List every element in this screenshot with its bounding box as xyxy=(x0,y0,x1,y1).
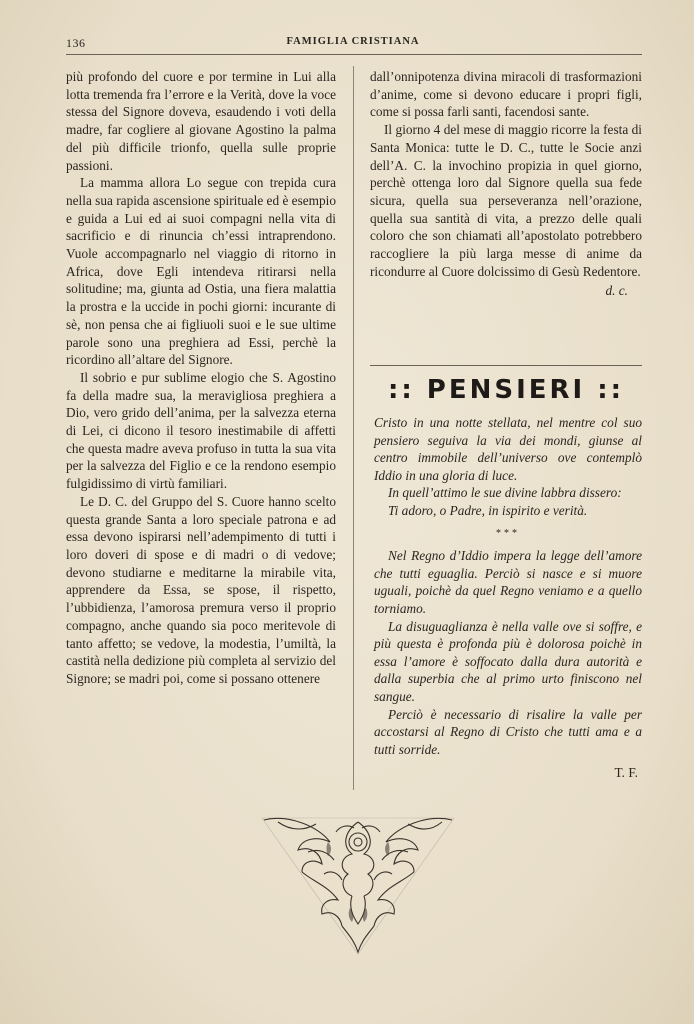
left-paragraph-1: più profondo del cuore e por termine in Lui alla lotta tremenda fra l’errore e la Verità, dove la voce stessa del Signore doveva, esaudendo i voti della madre, far cogliere al giovane Agostino la palma del più difficile trionfo, quella sulle proprie passioni. xyxy=(66,69,336,173)
pensieri-paragraph-6: Perciò è necessario di risalire la valle per accostarsi al Regno di Cristo che tutti ama e a tutti sorride. xyxy=(374,706,642,757)
left-paragraph-3: Il sobrio e pur sublime elogio che S. Agostino fa della madre sua, la meravigliosa preghiera a Dio, vero grido dell’anima, per la salvezza eterna di Lei, ci dicono il tesoro inestimabile di affetti che questa madre aveva profuso in tutta la sua vita per la salvezza del Figlio e ce la rendono esempio fulgidissimo di virtù familiari. xyxy=(66,369,336,492)
article-signature: d. c. xyxy=(605,283,628,299)
pensieri-title: :: PENSIERI :: xyxy=(387,375,625,405)
page-number: 136 xyxy=(66,36,86,50)
right-paragraph-1: dall’onnipotenza divina miracoli di trasformazioni d’anime, come si devono educare i propri figli, come si possa farli santi, facendosi sante. xyxy=(370,69,642,120)
pensieri-paragraph-3: Ti adoro, o Padre, in ispirito e verità. xyxy=(388,502,588,518)
running-title: FAMIGLIA CRISTIANA xyxy=(286,36,420,47)
section-divider xyxy=(370,365,642,366)
pensieri-paragraph-1: Cristo in una notte stellata, nel mentre col suo pensiero seguiva la via dei mondi, giunse al centro immobile dell’universo ove contemplò Iddio in una gloria di luce. xyxy=(374,415,642,483)
pensieri-separator: *** xyxy=(496,527,520,539)
acanthus-ornament-icon xyxy=(258,812,458,958)
left-paragraph-2: La mamma allora Lo segue con trepida cura nella sua rapida ascensione spirituale ed è esempio e guida a Lui ed ai suoi compagni nella vita di sacrificio e di rinuncia ch’essi intraprendono. Vuole accompagnarlo nel viaggio di ritorno in Africa, dove Egli intendeva ritirarsi nella solitudine; ma, giunta ad Ostia, una fiera malattia la prostra e la uccide in pochi giorni: incurante di sè, non pensa che ai figliuoli suoi e le sue ultime parole sono una preghiera ad Essi, perchè la ricordino all’altare del Signore. xyxy=(66,175,336,368)
pensieri-section xyxy=(374,414,642,782)
left-paragraph-4: Le D. C. del Gruppo del S. Cuore hanno scelto questa grande Santa a loro speciale patrona e ad essa devono ispirarsi nell’adempimento di tutti i loro doveri di spose e di madri o di vedove; devono studiarne e meditarne la mirabile vita, apprendere da Essa, se spose, il rispetto, l’ubbidienza, l’amorosa premura verso il proprio compagno, anche quando sia poco meritevole di tanto affetto; se vedove, la modestia, l’umiltà, la castità nella dedizione più completa al servizio del Signore; se madri poi, come si possano ottenere xyxy=(66,493,336,686)
pensieri-signature: T. F. xyxy=(614,765,638,781)
header-rule xyxy=(66,54,642,55)
page-header xyxy=(66,34,640,52)
column-divider xyxy=(353,66,354,790)
pensieri-paragraph-4: Nel Regno d’Iddio impera la legge dell’amore che tutti eguaglia. Perciò si nasce e si muore uguali, poichè da quel Regno veniamo e a quello torniamo. xyxy=(374,548,642,616)
right-column xyxy=(370,68,642,300)
left-column xyxy=(66,68,336,688)
pensieri-paragraph-5: La disuguaglianza è nella valle ove si soffre, e più questa è profonda più è dolorosa poichè in essa l’amore è soffocato dalla dura autorità e dalla superbia che al primo urto finiscono nel sangue. xyxy=(374,618,642,704)
right-paragraph-2: Il giorno 4 del mese di maggio ricorre la festa di Santa Monica: tutte le D. C., tutte le Socie anzi dell’A. C. la invochino propizia in quel giorno, perchè ottenga loro dal Signore quella sua fede sicura, quella sua perseveranza nell’orazione, quella sua santità di vita, a prezzo delle quali coloro che son chiamati all’apostolato potrebbero raccogliere la più larga messe di anime da ricondurre al Cuore dolcissimo di Gesù Redentore. xyxy=(370,122,642,279)
pensieri-paragraph-2: In quell’attimo le sue divine labbra dissero: xyxy=(388,485,622,501)
